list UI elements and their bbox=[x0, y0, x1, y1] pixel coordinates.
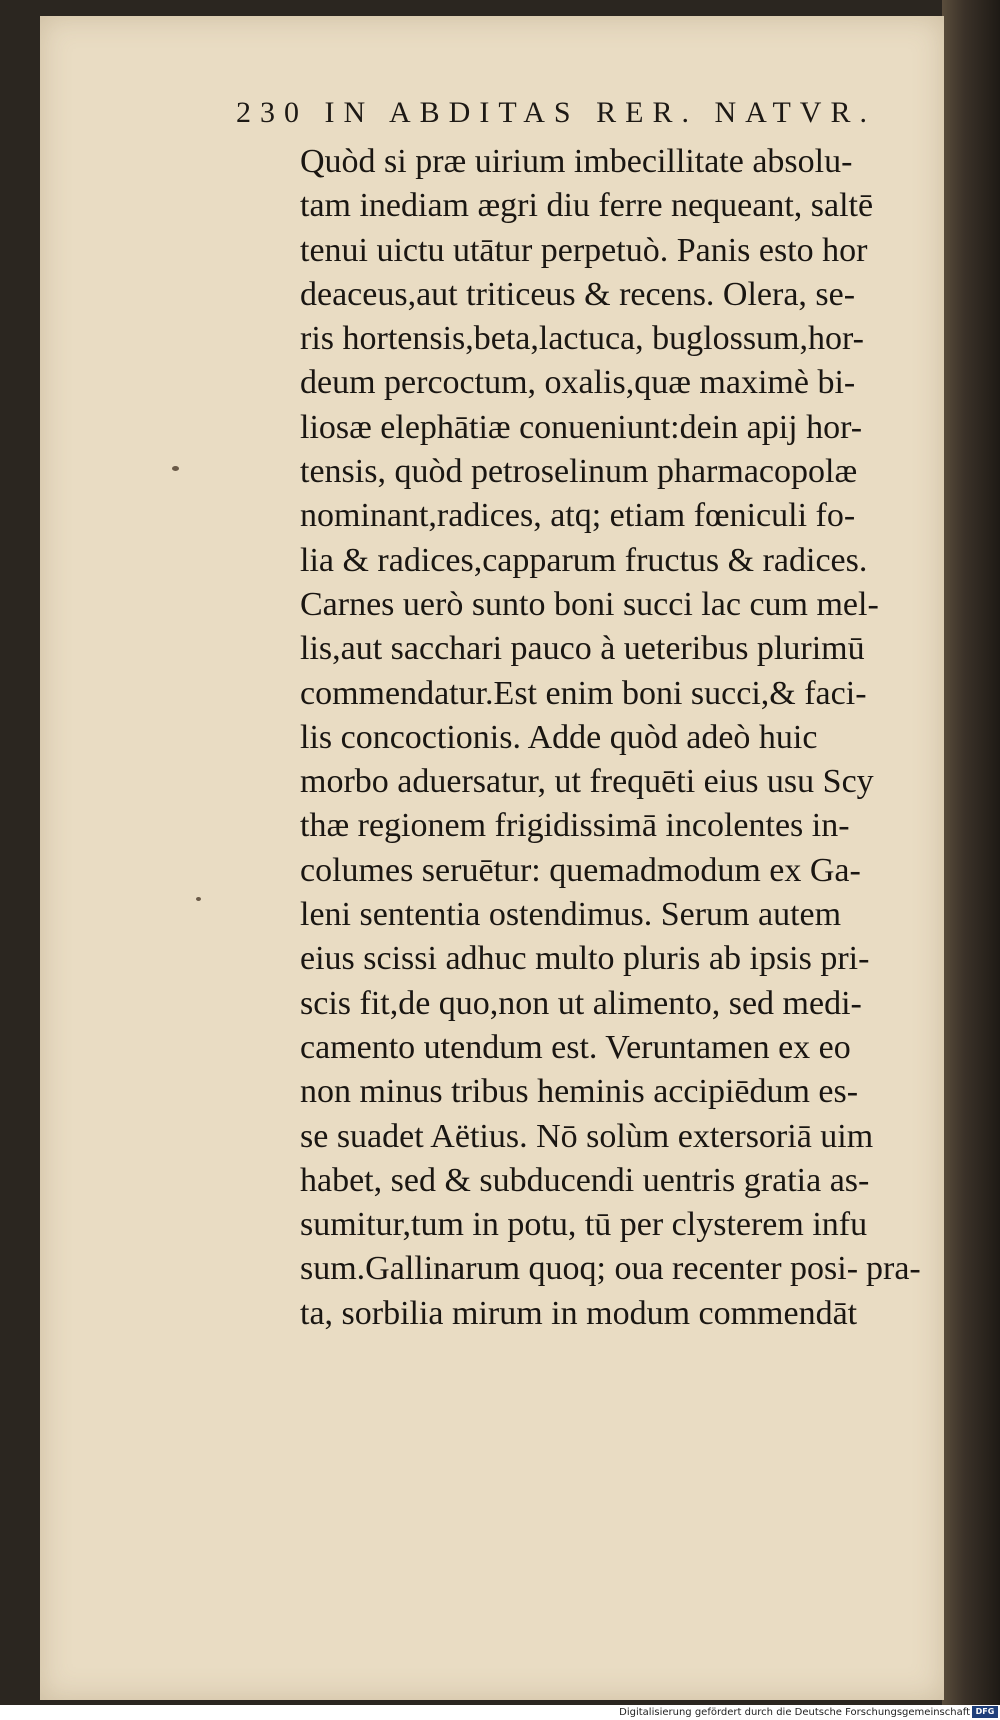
text-line: lia & radices,capparum fructus & radices. bbox=[300, 541, 868, 579]
footer-credit: Digitalisierung gefördert durch die Deutsche Forschungsgemeinschaft bbox=[619, 1707, 970, 1718]
text-line: sum.Gallinarum quoq; oua recenter posi- bbox=[300, 1250, 859, 1288]
text-line: camento utendum est. Veruntamen ex eo bbox=[300, 1028, 851, 1066]
text-line: morbo aduersatur, ut frequēti eius usu Scy bbox=[300, 763, 874, 801]
text-line: scis fit,de quo,non ut alimento, sed medi- bbox=[300, 984, 862, 1022]
text-line: ris hortensis,beta,lactuca, buglossum,hor- bbox=[300, 320, 864, 358]
text-line: columes seruētur: quemadmodum ex Ga- bbox=[300, 851, 861, 889]
text-line: liosæ elephātiæ conueniunt:dein apij hor- bbox=[300, 408, 863, 446]
text-line: tenui uictu utātur perpetuò. Panis esto hor bbox=[300, 231, 868, 269]
text-line: deaceus,aut triticeus & recens. Olera, se- bbox=[300, 275, 856, 313]
body-text bbox=[300, 140, 960, 1336]
text-line: deum percoctum, oxalis,quæ maximè bi- bbox=[300, 364, 856, 402]
text-line: Carnes uerò sunto boni succi lac cum mel- bbox=[300, 585, 879, 623]
text-line: se suadet Aëtius. Nō solùm extersoriā uim bbox=[300, 1117, 874, 1155]
catchword: pra- bbox=[866, 1250, 921, 1287]
text-line: eius scissi adhuc multo pluris ab ipsis pri- bbox=[300, 940, 870, 978]
text-line: lis,aut sacchari pauco à ueteribus plurimū bbox=[300, 630, 865, 668]
text-line: lis concoctionis. Adde quòd adeò huic bbox=[300, 718, 818, 756]
text-line: leni sententia ostendimus. Serum autem bbox=[300, 896, 842, 934]
text-line: ta, sorbilia mirum in modum commendāt bbox=[300, 1294, 858, 1332]
text-line: tensis, quòd petroselinum pharmacopolæ bbox=[300, 453, 858, 491]
text-line: nominant,radices, atq; etiam fœniculi fo- bbox=[300, 497, 856, 535]
text-line: non minus tribus heminis accipiēdum es- bbox=[300, 1073, 859, 1111]
text-line: Quòd si præ uirium imbecillitate absolu- bbox=[300, 143, 853, 180]
text-line: commendatur.Est enim boni succi,& faci- bbox=[300, 674, 867, 712]
ink-speck bbox=[172, 466, 179, 471]
running-header: 230 IN ABDITAS RER. NATVR. bbox=[236, 96, 876, 129]
text-line: sumitur,tum in potu, tū per clysterem infu bbox=[300, 1206, 868, 1244]
ink-speck bbox=[196, 897, 201, 901]
text-line: thæ regionem frigidissimā incolentes in- bbox=[300, 807, 850, 845]
text-line: habet, sed & subducendi uentris gratia as- bbox=[300, 1161, 870, 1199]
text-line: tam inediam ægri diu ferre nequeant, saltē bbox=[300, 187, 874, 225]
dfg-logo: DFG bbox=[972, 1706, 998, 1718]
